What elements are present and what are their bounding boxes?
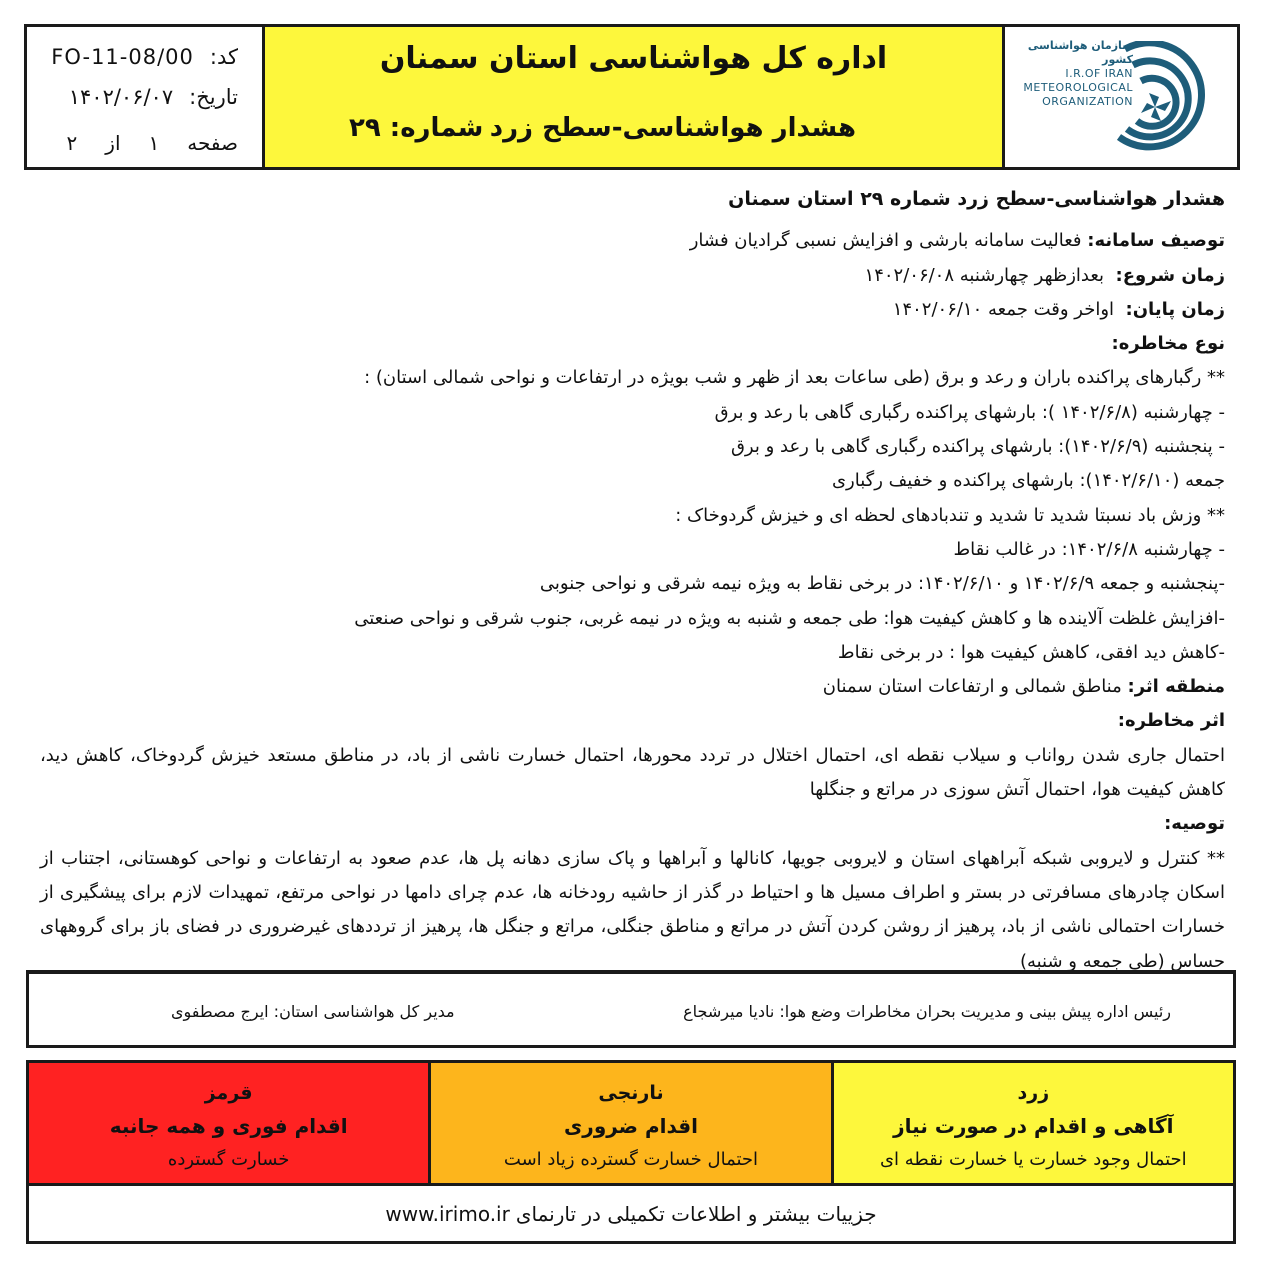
page-current: ۱ bbox=[148, 131, 160, 155]
level-name: نارنجی bbox=[598, 1082, 664, 1104]
impact-area bbox=[40, 670, 1225, 704]
warning-headline: هشدار هواشناسی-سطح زرد شماره ۲۹ استان سمنان bbox=[728, 188, 1225, 210]
warning-level-title: هشدار هواشناسی-سطح زرد bbox=[489, 113, 856, 143]
document-header bbox=[24, 24, 1240, 170]
page-indicator bbox=[43, 121, 238, 165]
level-risk: احتمال خسارت گسترده زیاد است bbox=[503, 1149, 759, 1170]
hazard-line: -کاهش دید افقی، کاهش کیفیت هوا : در برخی نقاط bbox=[837, 641, 1225, 663]
area-label: منطقه اثر: bbox=[1127, 676, 1225, 698]
level-orange bbox=[428, 1063, 830, 1183]
hazard-line: جمعه (۱۴۰۲/۶/۱۰): بارشهای پراکنده و خفیف رگباری bbox=[831, 470, 1225, 492]
level-risk: خسارت گسترده bbox=[167, 1149, 290, 1170]
page-title: اداره کل هواشناسی استان سمنان bbox=[379, 41, 888, 76]
advice-heading bbox=[40, 807, 1225, 841]
hazard-line: -پنجشنبه و جمعه ۱۴۰۲/۶/۹ و ۱۴۰۲/۶/۱۰: در برخی نقاط به ویژه نیمه شرقی و نواحی جنوبی bbox=[539, 573, 1225, 595]
document-meta-box bbox=[27, 27, 265, 167]
levels-row bbox=[29, 1063, 1233, 1186]
end-time bbox=[40, 293, 1225, 327]
end-label: زمان پایان: bbox=[1125, 298, 1225, 320]
start-time bbox=[40, 259, 1225, 293]
hazard-line: -افزایش غلظت آلاینده ها و کاهش کیفیت هوا: طی جمعه و شنبه به ویژه در نیمه غربی، جنوب شرقی و نواحی صنعتی bbox=[354, 607, 1225, 629]
logo-fa-text: سازمان هواشناسی کشور bbox=[1027, 39, 1133, 66]
date-value: ۱۴۰۲/۰۶/۰۷ bbox=[68, 85, 174, 109]
system-value: فعالیت سامانه بارشی و افزایش نسبی گرادیان فشار bbox=[689, 230, 1082, 252]
hazard-line: - چهارشنبه (۱۴۰۲/۶/۸ ): بارشهای پراکنده رگباری گاهی با رعد و برق bbox=[714, 401, 1225, 423]
level-red bbox=[29, 1063, 428, 1183]
impact-label: اثر مخاطره: bbox=[1117, 710, 1225, 732]
system-label: توصیف سامانه: bbox=[1087, 230, 1225, 252]
signatures-box bbox=[26, 970, 1236, 1048]
irimo-logo bbox=[1005, 27, 1237, 167]
level-action: اقدام ضروری bbox=[563, 1114, 698, 1138]
area-value: مناطق شمالی و ارتفاعات استان سمنان bbox=[822, 676, 1122, 698]
start-value: بعدازظهر چهارشنبه ۱۴۰۲/۰۶/۰۸ bbox=[864, 264, 1105, 286]
hazard-line: - پنجشنبه (۱۴۰۲/۶/۹): بارشهای پراکنده رگباری گاهی با رعد و برق bbox=[730, 436, 1225, 458]
level-name: قرمز bbox=[204, 1082, 253, 1104]
level-name: زرد bbox=[1017, 1082, 1050, 1104]
more-info-footer bbox=[29, 1186, 1233, 1241]
hazard-line: ** رگبارهای پراکنده باران و رعد و برق (طی ساعات بعد از ظهر و شب بویژه در ارتفاعات و نواحی شمالی استان) : bbox=[364, 367, 1225, 389]
page-label: صفحه bbox=[187, 131, 238, 155]
warning-body bbox=[40, 182, 1225, 979]
logo-en-line2: METEOROLOGICAL bbox=[1023, 81, 1133, 94]
warning-levels-legend bbox=[26, 1060, 1236, 1244]
hazard-type-label: نوع مخاطره: bbox=[1111, 333, 1225, 355]
director-signature: مدیر کل هواشناسی استان: ایرج مصطفوی bbox=[171, 1002, 455, 1021]
system-description bbox=[40, 224, 1225, 258]
level-action: اقدام فوری و همه جانبه bbox=[109, 1114, 348, 1138]
impact-text: احتمال جاری شدن رواناب و سیلاب نقطه ای، احتمال اختلال در تردد محورها، احتمال خسارت ناشی از باد، در مناطق مستعد خیزش گردوخاک، کاهش دید، کاهش کیفیت هوا، احتمال آتش سوزی در مراتع و جنگلها bbox=[40, 744, 1225, 801]
impact-heading bbox=[40, 704, 1225, 738]
forecast-head-signature: رئیس اداره پیش بینی و مدیریت بحران مخاطرات وضع هوا: نادیا میرشجاع bbox=[683, 1002, 1171, 1021]
hazard-line: ** وزش باد نسبتا شدید تا شدید و تندبادهای لحظه ای و خیزش گردوخاک : bbox=[675, 504, 1225, 526]
level-action: آگاهی و اقدام در صورت نیاز bbox=[893, 1114, 1174, 1138]
date-row bbox=[43, 77, 238, 117]
hazard-type-heading bbox=[40, 327, 1225, 361]
title-box bbox=[265, 27, 1005, 167]
code-value: FO-11-08/00 bbox=[51, 45, 194, 69]
hazard-line: - چهارشنبه ۱۴۰۲/۶/۸: در غالب نقاط bbox=[953, 538, 1225, 560]
logo-en-line3: ORGANIZATION bbox=[1042, 95, 1133, 108]
start-label: زمان شروع: bbox=[1115, 264, 1225, 286]
warning-number: شماره: ۲۹ bbox=[349, 113, 484, 143]
date-label: تاریخ: bbox=[189, 85, 238, 109]
advice-label: توصیه: bbox=[1164, 813, 1225, 835]
code-label: کد: bbox=[209, 45, 238, 69]
code-row bbox=[43, 37, 238, 77]
end-value: اواخر وقت جمعه ۱۴۰۲/۰۶/۱۰ bbox=[892, 298, 1115, 320]
footer-text: جزییات بیشتر و اطلاعات تکمیلی در تارنمای bbox=[515, 1201, 877, 1226]
level-risk: احتمال وجود خسارت یا خسارت نقطه ای bbox=[879, 1149, 1187, 1170]
advice-text: ** کنترل و لایروبی شبکه آبراههای استان و لایروبی جویها، کانالها و آبراهها و پاک سازی دهانه پل ها، عدم صعود به ارتفاعات و نواحی کوهستانی، اجتناب از اسکان چادرهای مسافرتی در بستر و اطراف مسیل ها و احتیاط در گذر از حاشیه رودخانه ها، عدم چرای دامها در نواحی مرتفع، تمهیدات لازم برای پیشگیری از خسارات احتمالی ناشی از باد، پرهیز از روشن کردن آتش در مراتع و مناطق جنگلی، مراتع و جنگل ها، پرهیز از ترددهای غیرضروری در فضای باز برای گروههای حساس (طی جمعه و شنبه) bbox=[40, 847, 1225, 972]
page-total: ۲ bbox=[66, 131, 78, 155]
website-link[interactable]: www.irimo.ir bbox=[385, 1201, 510, 1226]
level-yellow bbox=[831, 1063, 1233, 1183]
page-of: از bbox=[105, 131, 121, 155]
logo-en-line1: I.R.OF IRAN bbox=[1065, 67, 1133, 80]
spiral-logo-icon bbox=[1105, 41, 1217, 159]
